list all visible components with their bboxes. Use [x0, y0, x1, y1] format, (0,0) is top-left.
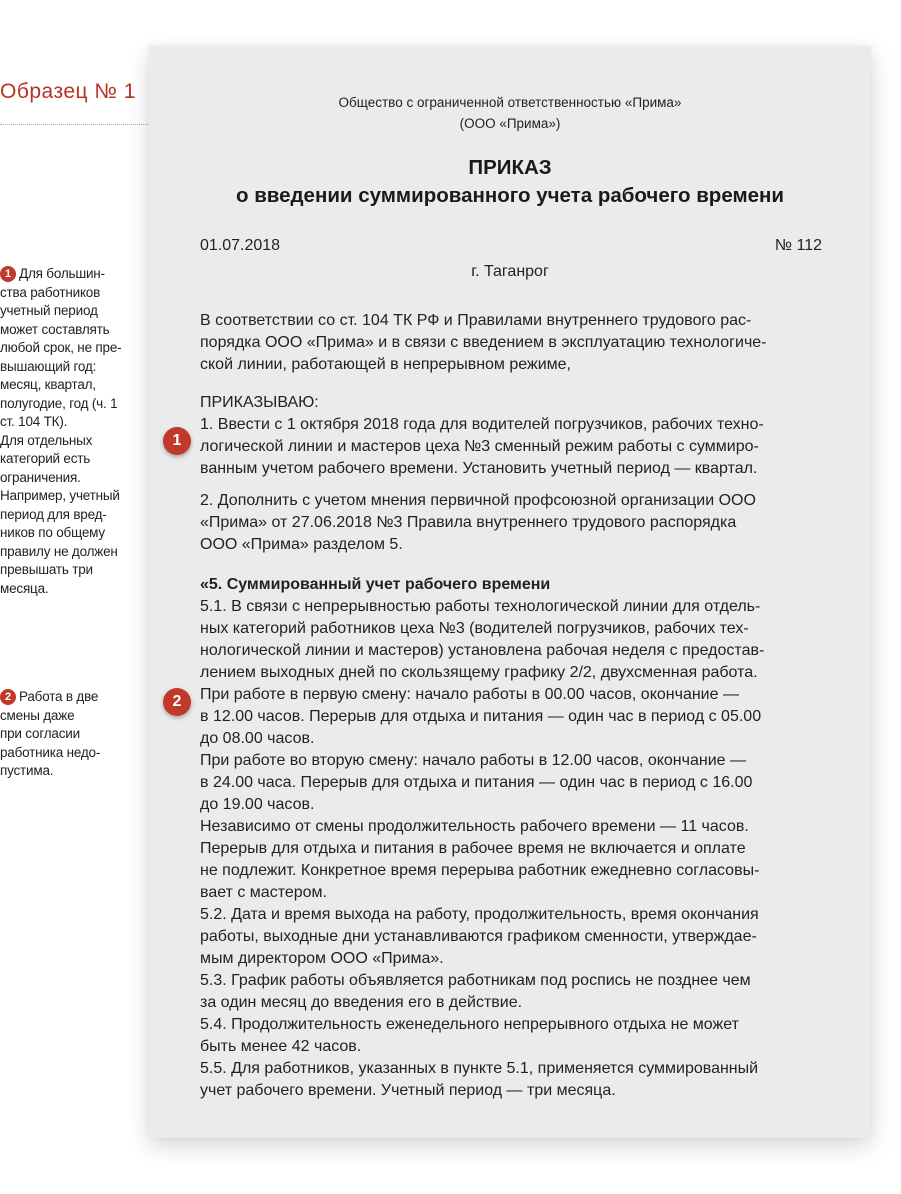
organization-short-name: (ООО «Прима»): [459, 116, 561, 131]
organization-full-name: Общество с ограниченной ответственностью «Прима»: [338, 95, 682, 110]
note-2-text: Работа в две смены даже при согласии работника недо- пустима.: [0, 689, 101, 778]
section-line: При работе в первую смену: начало работы в 00.00 часов, окончание —: [200, 686, 739, 703]
section-line: быть менее 42 часов.: [200, 1038, 362, 1055]
section-line: Перерыв для отдыха и питания в рабочее время не включается и оплате: [200, 840, 746, 857]
marker-2-badge: 2: [163, 688, 191, 716]
note-1-number-badge: 1: [0, 266, 16, 282]
section-line: 5.4. Продолжительность еженедельного непрерывного отдыха не может: [200, 1016, 739, 1033]
section-line: в 24.00 часа. Перерыв для отдыха и питания — один час в период с 16.00: [200, 774, 753, 791]
section-line: работы, выходные дни устанавливаются графиком сменности, утверждае-: [200, 928, 757, 945]
order-word: ПРИКАЗЫВАЮ:: [200, 394, 319, 411]
note-2-number-badge: 2: [0, 689, 16, 705]
section-line: лением выходных дней по скользящему графику 2/2, двухсменная работа.: [200, 664, 758, 681]
section-line: до 19.00 часов.: [200, 796, 315, 813]
order-number: № 112: [774, 237, 822, 254]
section-line: При работе во вторую смену: начало работы в 12.00 часов, окончание —: [200, 752, 746, 769]
dotted-divider: [0, 124, 150, 125]
order-item-1: 1. Ввести с 1 октября 2018 года для водителей погрузчиков, рабочих техно- логической линии и мастеров цеха №3 сменный режим работы с суммиро- ванным учетом рабочего времени. Установить учетный период — квартал.: [200, 416, 764, 477]
side-note-2: [0, 688, 140, 781]
order-date: 01.07.2018: [200, 237, 281, 254]
section-line: 5.2. Дата и время выхода на работу, продолжительность, время окончания: [200, 906, 759, 923]
sample-title: Образец № 1: [0, 80, 136, 103]
section-line: 5.1. В связи с непрерывностью работы технологической линии для отдель-: [200, 598, 761, 615]
section-line: ных категорий работников цеха №3 (водителей погрузчиков, рабочих тех-: [200, 620, 749, 637]
order-item-2: 2. Дополнить с учетом мнения первичной профсоюзной организации ООО «Прима» от 27.06.2018 №3 Правила внутреннего трудового распорядка ООО «Прима» разделом 5.: [200, 492, 756, 553]
side-note-1: [0, 265, 140, 598]
document-page: [149, 46, 871, 1138]
section-line: до 08.00 часов.: [200, 730, 315, 747]
section-line: мым директором ООО «Прима».: [200, 950, 444, 967]
order-city: г. Таганрог: [471, 263, 549, 280]
order-subtitle: о введении суммированного учета рабочего времени: [235, 184, 785, 207]
section-line: нологической линии и мастеров) установлена рабочая неделя с предостав-: [200, 642, 765, 659]
marker-1-badge: 1: [163, 427, 191, 455]
section-line: учет рабочего времени. Учетный период — три месяца.: [200, 1082, 616, 1099]
section-line: за один месяц до введения его в действие.: [200, 994, 523, 1011]
preamble: В соответствии со ст. 104 ТК РФ и Правилами внутреннего трудового рас- порядка ООО «Прима» и в связи с введением в эксплуатацию технологиче- ской линии, работающей в непрерывном режиме,: [200, 312, 767, 373]
section-line: не подлежит. Конкретное время перерыва работник ежедневно согласовы-: [200, 862, 760, 879]
section-line: 5.5. Для работников, указанных в пункте 5.1, применяется суммированный: [200, 1060, 759, 1077]
section-line: Независимо от смены продолжительность рабочего времени — 11 часов.: [200, 818, 749, 835]
section-line: вает с мастером.: [200, 884, 327, 901]
order-title: ПРИКАЗ: [468, 156, 552, 179]
note-1-text: Для большин- ства работников учетный период может составлять любой срок, не пре- вышающий год: месяц, квартал, полугодие, год (ч. 1 ст. 104 ТК). Для отдельных категорий есть ограничения. Например, учетный период для вред- ников по общему правилу не должен превышать три месяца.: [0, 266, 122, 596]
section-line: в 12.00 часов. Перерыв для отдыха и питания — один час в период с 05.00: [200, 708, 762, 725]
section-heading: «5. Суммированный учет рабочего времени: [200, 576, 551, 593]
section-line: 5.3. График работы объявляется работникам под роспись не позднее чем: [200, 972, 751, 989]
